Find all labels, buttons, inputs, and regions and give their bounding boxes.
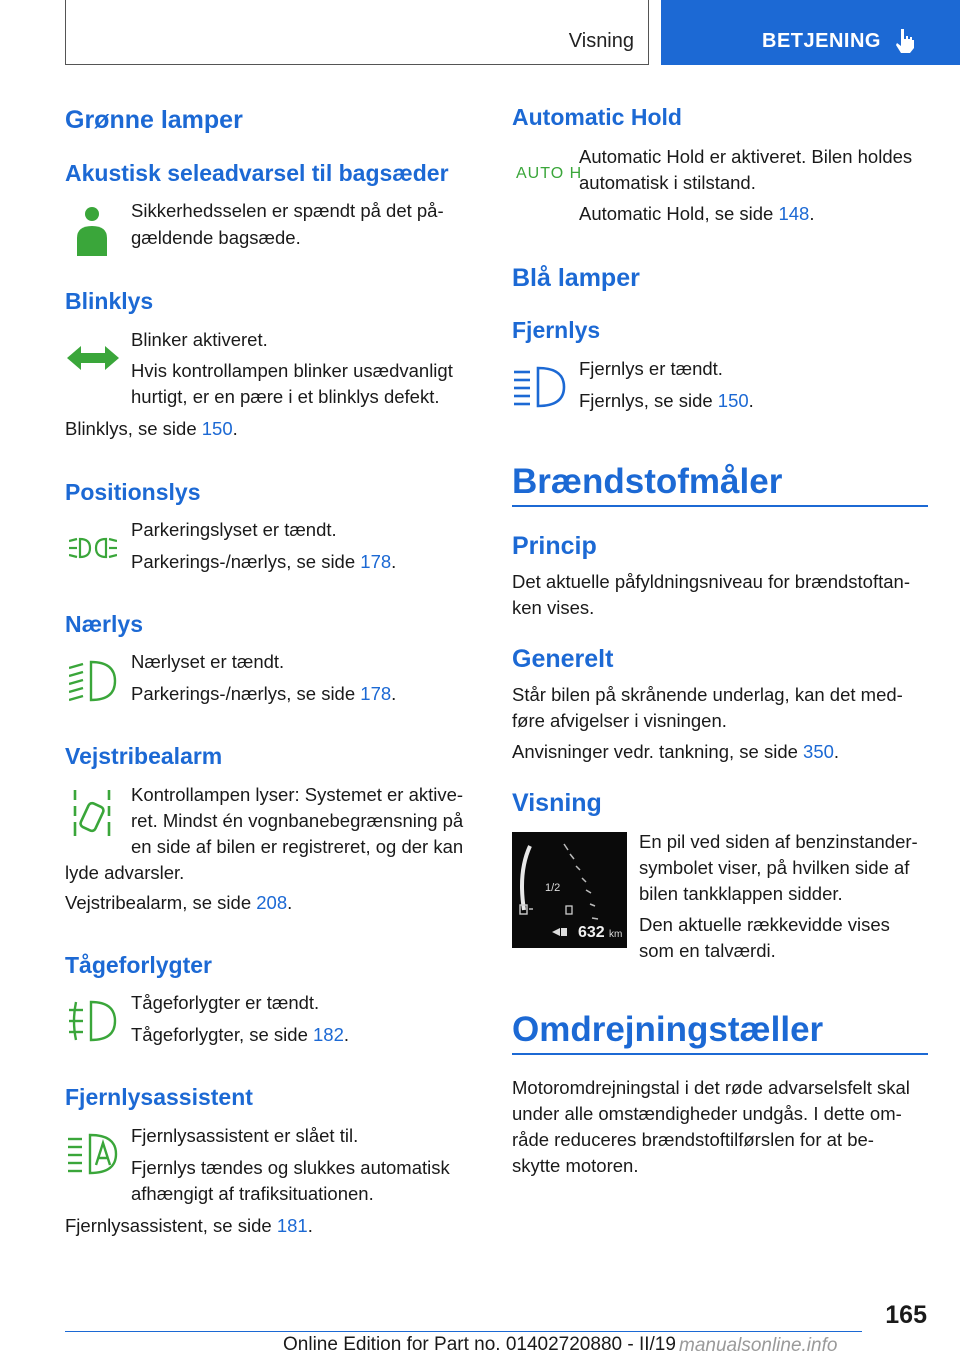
blink-text-1: Blinker aktiveret. xyxy=(131,329,268,350)
vis-text-5: som en talværdi. xyxy=(639,940,776,961)
vis-text-2: symbolet viser, på hvilken side af xyxy=(639,857,910,878)
blink-reference: Blinklys, se side 150. xyxy=(65,418,238,439)
lane-page-link[interactable]: 208 xyxy=(256,892,288,913)
header-chapter-label: BETJENING xyxy=(762,30,881,52)
heading-blue-lamps: Blå lamper xyxy=(512,264,640,292)
gen-page-link[interactable]: 350 xyxy=(803,741,834,762)
rev-text-4: skytte motoren. xyxy=(512,1155,639,1176)
heading-blinklys: Blinklys xyxy=(65,288,154,314)
heading-generelt: Generelt xyxy=(512,645,614,673)
high-text-1: Fjernlys er tændt. xyxy=(579,358,723,379)
high-beam-assistant-icon xyxy=(68,1133,118,1175)
header-section-box xyxy=(65,0,649,65)
gen-text-2: føre afvigelser i visningen. xyxy=(512,710,727,731)
footer-rule xyxy=(65,1331,862,1332)
gauge-range-value: 632 xyxy=(578,924,605,941)
lane-text-1: Kontrollampen lyser: Systemet er aktive- xyxy=(131,784,464,805)
low-beam-icon xyxy=(69,660,117,702)
hba-text-3: afhængigt af trafiksituationen. xyxy=(131,1183,374,1204)
fog-light-icon xyxy=(69,1000,117,1042)
blink-text-3: hurtigt, er en pære i et blinklys defekt. xyxy=(131,386,440,407)
seat-text-2: gældende bagsæde. xyxy=(131,227,301,248)
near-text-1: Nærlyset er tændt. xyxy=(131,651,285,672)
lane-text-4: lyde advarsler. xyxy=(65,862,185,883)
heading-naerlys: Nærlys xyxy=(65,611,143,637)
rev-text-2: under alle omstændigheder undgås. I dette om- xyxy=(512,1103,902,1124)
fuel-gauge-image xyxy=(512,832,627,948)
high-reference: Fjernlys, se side 150. xyxy=(579,390,754,411)
fog-text-1: Tågeforlygter er tændt. xyxy=(131,992,320,1013)
high-page-link[interactable]: 150 xyxy=(717,390,749,411)
gen-text-1: Står bilen på skrånende underlag, kan det med- xyxy=(512,684,903,705)
tachometer-heading-rule xyxy=(512,1053,928,1055)
auto-hold-icon: AUTO H xyxy=(516,165,583,182)
watermark: manualsonline.info xyxy=(679,1335,838,1356)
vis-text-4: Den aktuelle rækkevidde vises xyxy=(639,914,890,935)
heading-green-lamps: Grønne lamper xyxy=(65,106,243,134)
hba-page-link[interactable]: 181 xyxy=(276,1215,308,1236)
heading-automatic-hold: Automatic Hold xyxy=(512,104,682,130)
gen-reference: Anvisninger vedr. tankning, se side 350. xyxy=(512,741,840,762)
princip-text-2: ken vises. xyxy=(512,597,595,618)
parking-light-icon xyxy=(69,536,117,560)
high-beam-icon xyxy=(514,366,566,408)
rev-text-1: Motoromdrejningstal i det røde advarselsfelt skal xyxy=(512,1077,910,1098)
princip-text-1: Det aktuelle påfyldningsniveau for brændstoftan- xyxy=(512,571,910,592)
lane-text-2: ret. Mindst én vognbanebegrænsning på xyxy=(131,810,464,831)
heading-taageforlygter: Tågeforlygter xyxy=(65,952,212,978)
footer-edition: Online Edition for Part no. 01402720880 - II/19 xyxy=(283,1334,676,1355)
auto-text-2: automatisk i stilstand. xyxy=(579,172,756,193)
hba-reference: Fjernlysassistent, se side 181. xyxy=(65,1215,313,1236)
heading-tachometer: Omdrejningstæller xyxy=(512,1010,824,1049)
pos-page-link[interactable]: 178 xyxy=(360,551,392,572)
rev-text-3: råde reduceres brændstoftilførslen for at be- xyxy=(512,1129,874,1150)
lane-reference: Vejstribealarm, se side 208. xyxy=(65,892,293,913)
page-number: 165 xyxy=(885,1301,927,1329)
blink-text-2: Hvis kontrollampen blinker usædvanligt xyxy=(131,360,453,381)
heading-vejstribealarm: Vejstribealarm xyxy=(65,743,223,769)
pos-text-1: Parkeringslyset er tændt. xyxy=(131,519,337,540)
heading-visning: Visning xyxy=(512,789,602,817)
heading-fuel-gauge: Brændstofmåler xyxy=(512,462,783,501)
near-page-link[interactable]: 178 xyxy=(360,683,392,704)
lane-text-3: en side af bilen er registreret, og der kan xyxy=(131,836,464,857)
heading-positionslys: Positionslys xyxy=(65,479,201,505)
fuel-heading-rule xyxy=(512,505,928,507)
vis-text-1: En pil ved siden af benzinstander- xyxy=(639,831,918,852)
auto-text-1: Automatic Hold er aktiveret. Bilen holdes xyxy=(579,146,913,167)
seatbelt-person-icon xyxy=(74,206,110,260)
auto-reference: Automatic Hold, se side 148. xyxy=(579,203,815,224)
heading-seatbelt-warning: Akustisk seleadvarsel til bagsæder xyxy=(65,160,449,186)
gauge-half-label: 1/2 xyxy=(545,882,561,894)
hand-pointer-icon xyxy=(895,27,915,54)
hba-text-2: Fjernlys tændes og slukkes automatisk xyxy=(131,1157,450,1178)
header-section-label: Visning xyxy=(568,30,634,52)
heading-fjernlys: Fjernlys xyxy=(512,317,601,343)
vis-text-3: bilen tankklappen sidder. xyxy=(639,883,843,904)
heading-fjernlysassistent: Fjernlysassistent xyxy=(65,1084,253,1110)
auto-page-link[interactable]: 148 xyxy=(778,203,810,224)
seat-text-1: Sikkerhedsselen er spændt på det på- xyxy=(131,200,444,221)
near-reference: Parkerings-/nærlys, se side 178. xyxy=(131,683,397,704)
turn-signal-icon xyxy=(67,344,119,372)
hba-text-1: Fjernlysassistent er slået til. xyxy=(131,1125,359,1146)
pos-reference: Parkerings-/nærlys, se side 178. xyxy=(131,551,397,572)
gauge-range-unit: km xyxy=(609,929,623,940)
heading-princip: Princip xyxy=(512,532,597,560)
fog-reference: Tågeforlygter, se side 182. xyxy=(131,1024,350,1045)
fog-page-link[interactable]: 182 xyxy=(313,1024,344,1045)
lane-departure-icon xyxy=(72,786,112,840)
blink-page-link[interactable]: 150 xyxy=(201,418,233,439)
header-chapter-tab[interactable] xyxy=(661,0,960,65)
